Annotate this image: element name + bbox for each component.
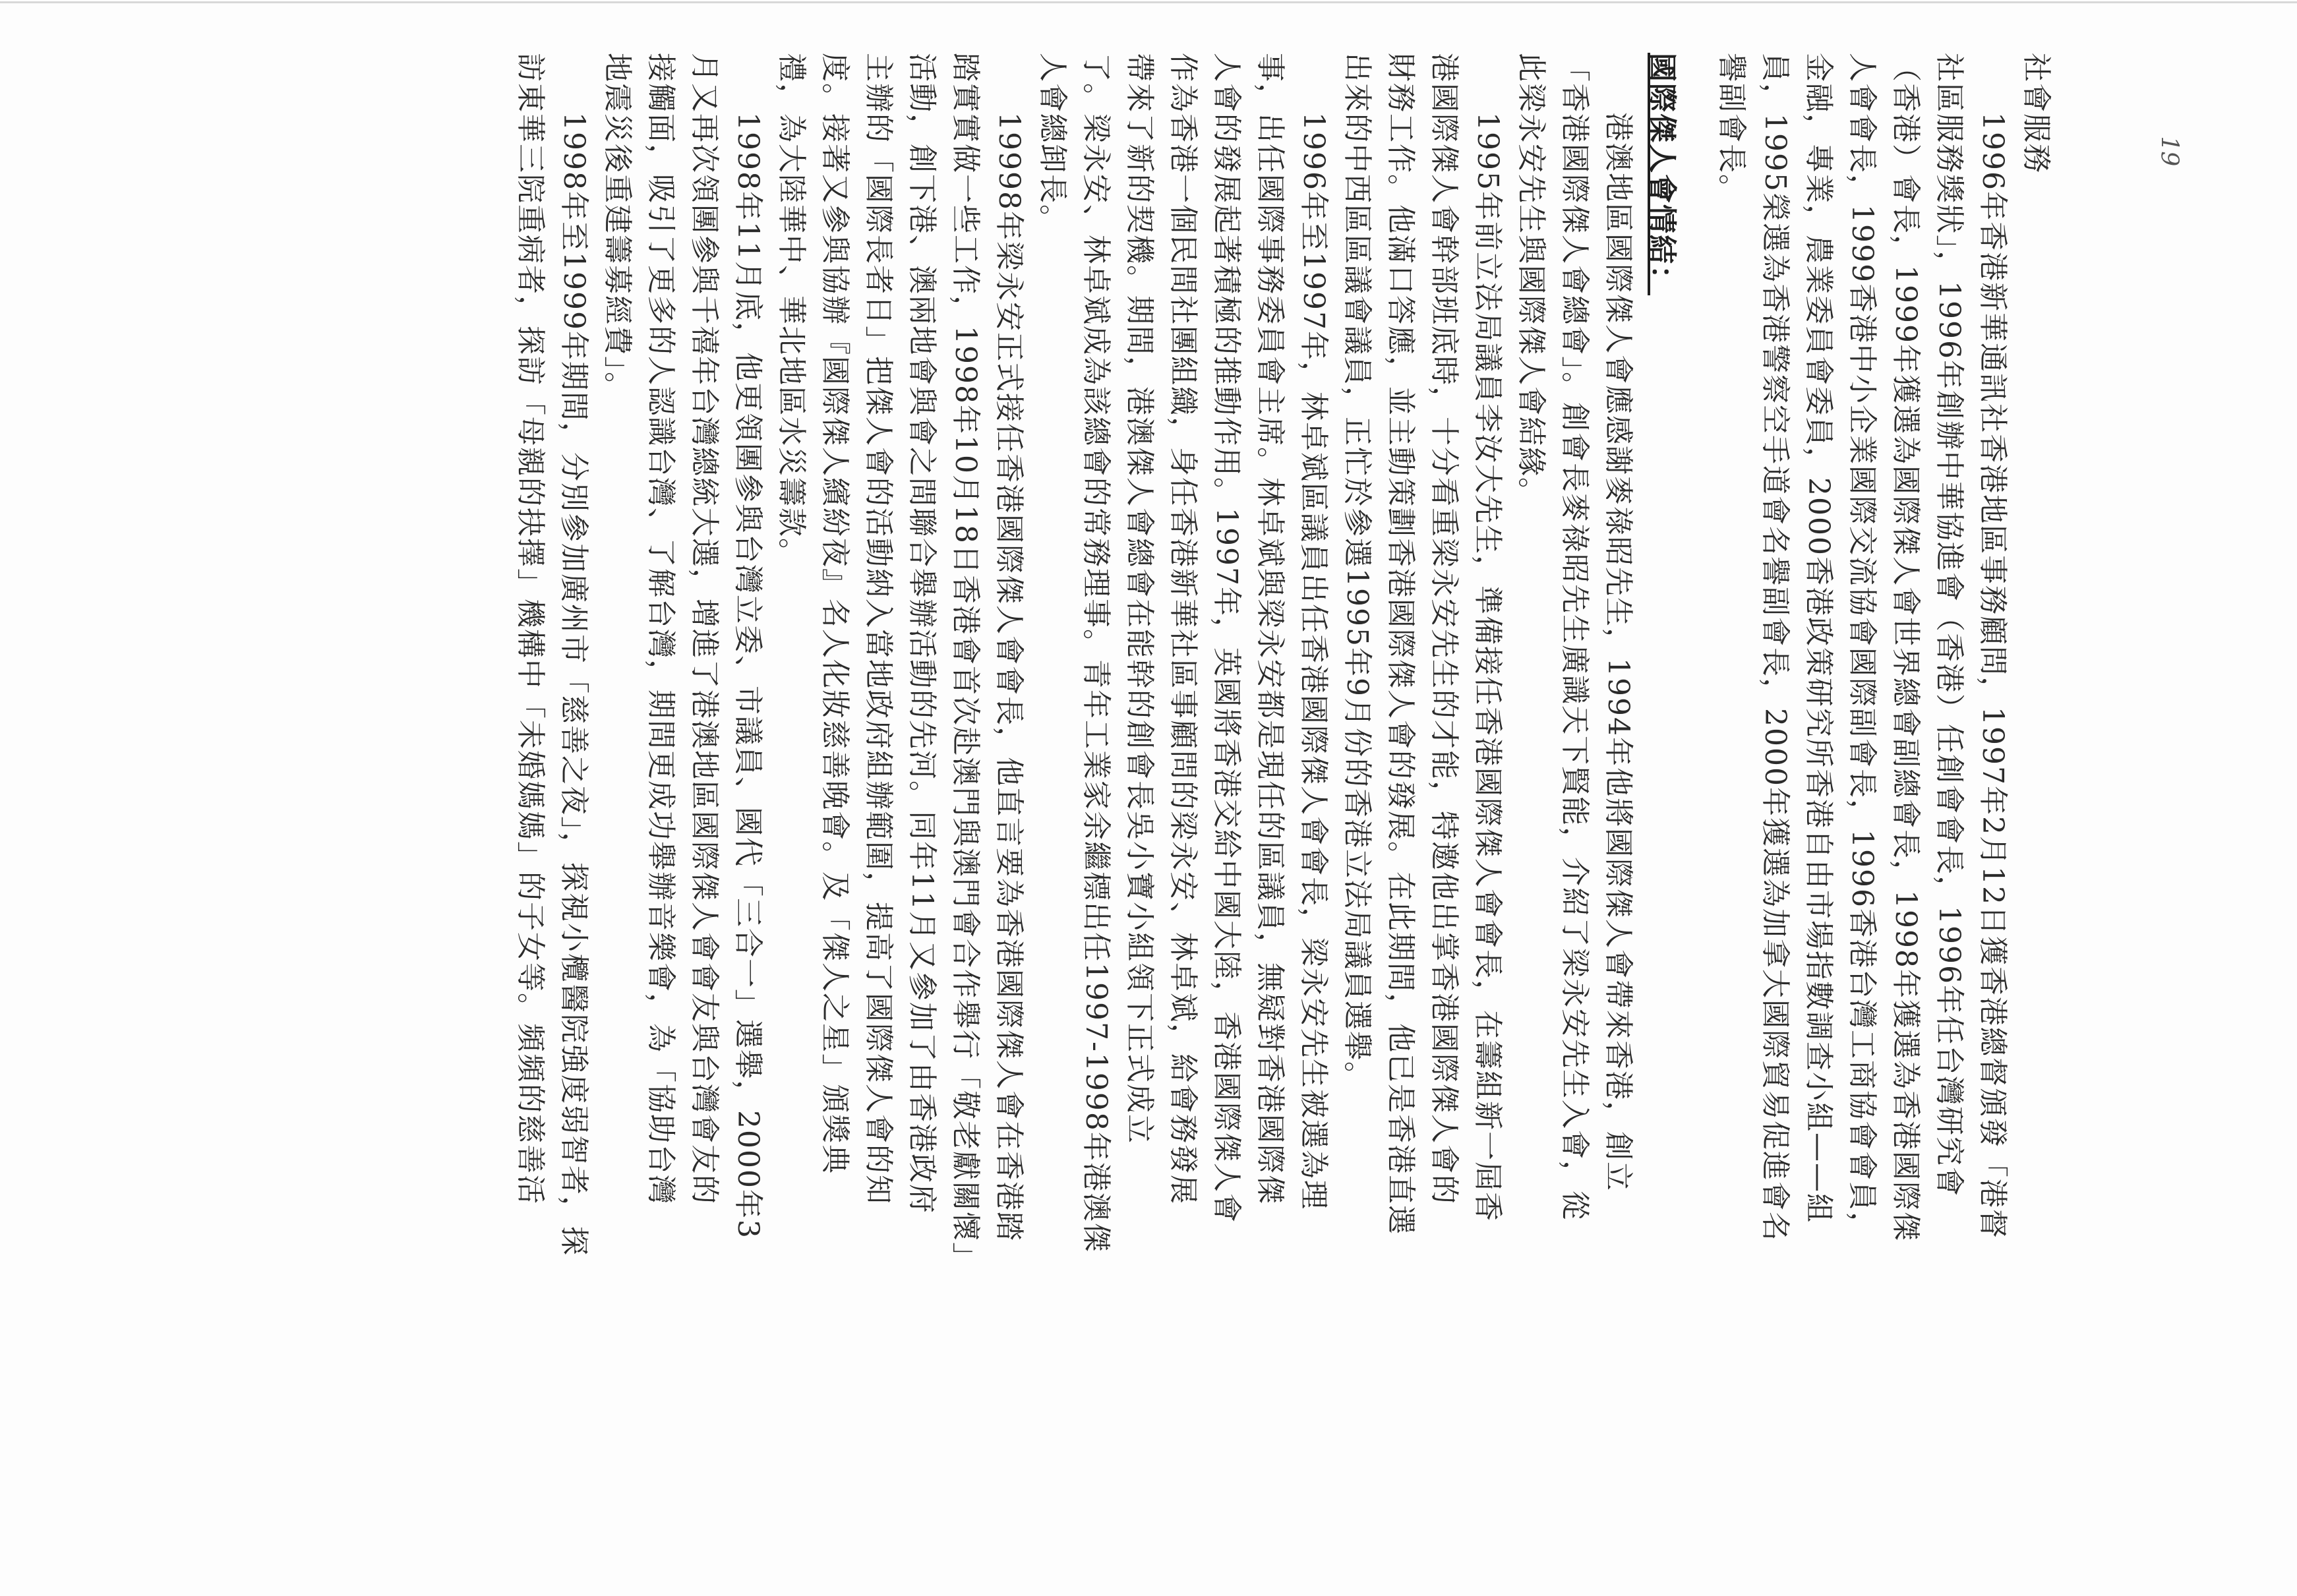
text-line: 人會會長，1999香港中小企業國際交流協會國際副會長，1996香港台灣工商協會會員，: [1845, 53, 1879, 1242]
text-line: 月又再次領團參與千禧年台灣總統大選，增進了港澳地區國際傑人會會友與台灣會友的: [688, 53, 721, 1205]
text-line: 接觸面，吸引了更多的人認識台灣、了解台灣，期間更成功舉辦音樂會，為「協助台灣: [644, 53, 678, 1205]
section-heading: 國際傑人會情結：: [1645, 53, 1679, 295]
text-line: 主辦的「國際長者日」把傑人會的活動納入當地政府組辦範圍，提高了國際傑人會的知: [862, 53, 895, 1205]
text-line: 人會的發展起著積極的推動作用。1997年，英國將香港交給中國大陸，香港國際傑人會: [1210, 53, 1243, 1224]
text-line: 「香港國際傑人會總會」。創會長麥祿昭先生廣識天下賢能，介紹了梁永安先生入會，從: [1558, 53, 1592, 1221]
text-line: 19998年梁永安正式接任香港國際傑人會會長，他直言要為香港國際傑人會在香港踏: [992, 112, 1026, 1242]
text-line: 踏實實做一些工作，1998年10月18日香港會首次赴澳門與澳門會合作舉行「敬老獻關懷」: [949, 53, 982, 1272]
text-line: 譽副會長。: [1715, 53, 1748, 204]
rotated-text-frame: [236, 53, 2082, 1569]
text-line: 1998年至1999年期間，分別參加廣州市「慈善之夜」，探視小欖醫院強度弱智者，探: [557, 112, 591, 1256]
text-line: 財務工作。他滿口答應，並主動策劃香港國際傑人會的發展。在此期間，他已是香港直選: [1384, 53, 1417, 1235]
text-line: 禮，為大陸華中、華北地區水災籌款。: [775, 53, 808, 568]
text-line: 1998年11月底，他更領團參與台灣立委、市議員、國代「三合一」選舉，2000年3: [731, 112, 765, 1239]
text-line: 了。梁永安、林卓斌成為該總會的常務理事。青年工業家余繼標出任1997-1998年港澳傑: [1079, 53, 1113, 1253]
text-line: 出來的中西區區議會議員，正忙於參選1995年9月份的香港立法局議員選舉。: [1340, 53, 1374, 1092]
text-line: 港國際傑人會幹部班底時，十分看重梁永安先生的才能，特邀他出掌香港國際傑人會的: [1427, 53, 1461, 1205]
text-line: 社會服務: [2019, 53, 2053, 174]
text-line: 作為香港一個民間社團組織，身任香港新華社區事顧問的梁永安、林卓斌，給會務發展: [1166, 53, 1200, 1205]
text-line: 港澳地區國際傑人會應感謝麥祿昭先生，1994年他將國際傑人會帶來香港，創立: [1601, 112, 1635, 1192]
text-line: 人會總卸長。: [1036, 53, 1069, 235]
text-line: 員，1995榮選為香港警察空手道會名譽副會長，2000年獲選為加拿大國際貿易促進會名: [1758, 53, 1792, 1242]
text-line: 金融，專業，農業委員會委員，2000香港政策研究所香港自由市場指數調查小組——組: [1802, 53, 1835, 1224]
text-line: 訪東華三院重病者，探訪「母親的抉擇」機構中「未婚媽媽」的子女等。頻頻的慈善活: [514, 53, 547, 1205]
text-line: 度。接著又參與協辦『國際傑人繽紛夜』名人化妝慈善晚會。及「傑人之星」頒獎典: [818, 53, 852, 1175]
text-line: 地震災後重建籌募經費」。: [601, 53, 634, 402]
text-line: 1995年前立法局議員李汝大先生，準備接任香港國際傑人會會長，在籌組新一屆香: [1471, 112, 1505, 1222]
text-line: 1996年香港新華通訊社香港地區事務顧問，1997年2月12日獲香港總督頒發「港督: [1976, 112, 2010, 1239]
text-line: 此梁永安先生與國際傑人會結緣。: [1514, 53, 1548, 508]
top-edge-rule: [0, 1, 2297, 3]
text-line: 帶來了新的契機。期間，港澳傑人會總會在能幹的創會長吳小寶小組領下正式成立: [1123, 53, 1156, 1144]
text-line: 事，出任國際事務委員會主席。林卓斌與梁永安都是現任的區議員，無疑對香港國際傑: [1253, 53, 1287, 1205]
page-number: 19: [2155, 136, 2183, 167]
text-line: （香港）會長，1999年獲選為國際傑人會世界總會副總會長，1998年獲選為香港國際傑: [1889, 53, 1923, 1242]
body-text: [236, 53, 2082, 1569]
text-line: 社區服務獎狀」，1996年創辦中華協進會（香港）任創會會長，1996年任台灣研究會: [1932, 53, 1966, 1197]
text-line: 活動，創下港、澳兩地會與會之間聯合舉辦活動的先河。同年11月又參加了由香港政府: [905, 53, 939, 1214]
text-line: 1996年至1997年，林卓斌區議員出任香港國際傑人會會長，梁永安先生被選為理: [1297, 112, 1330, 1210]
